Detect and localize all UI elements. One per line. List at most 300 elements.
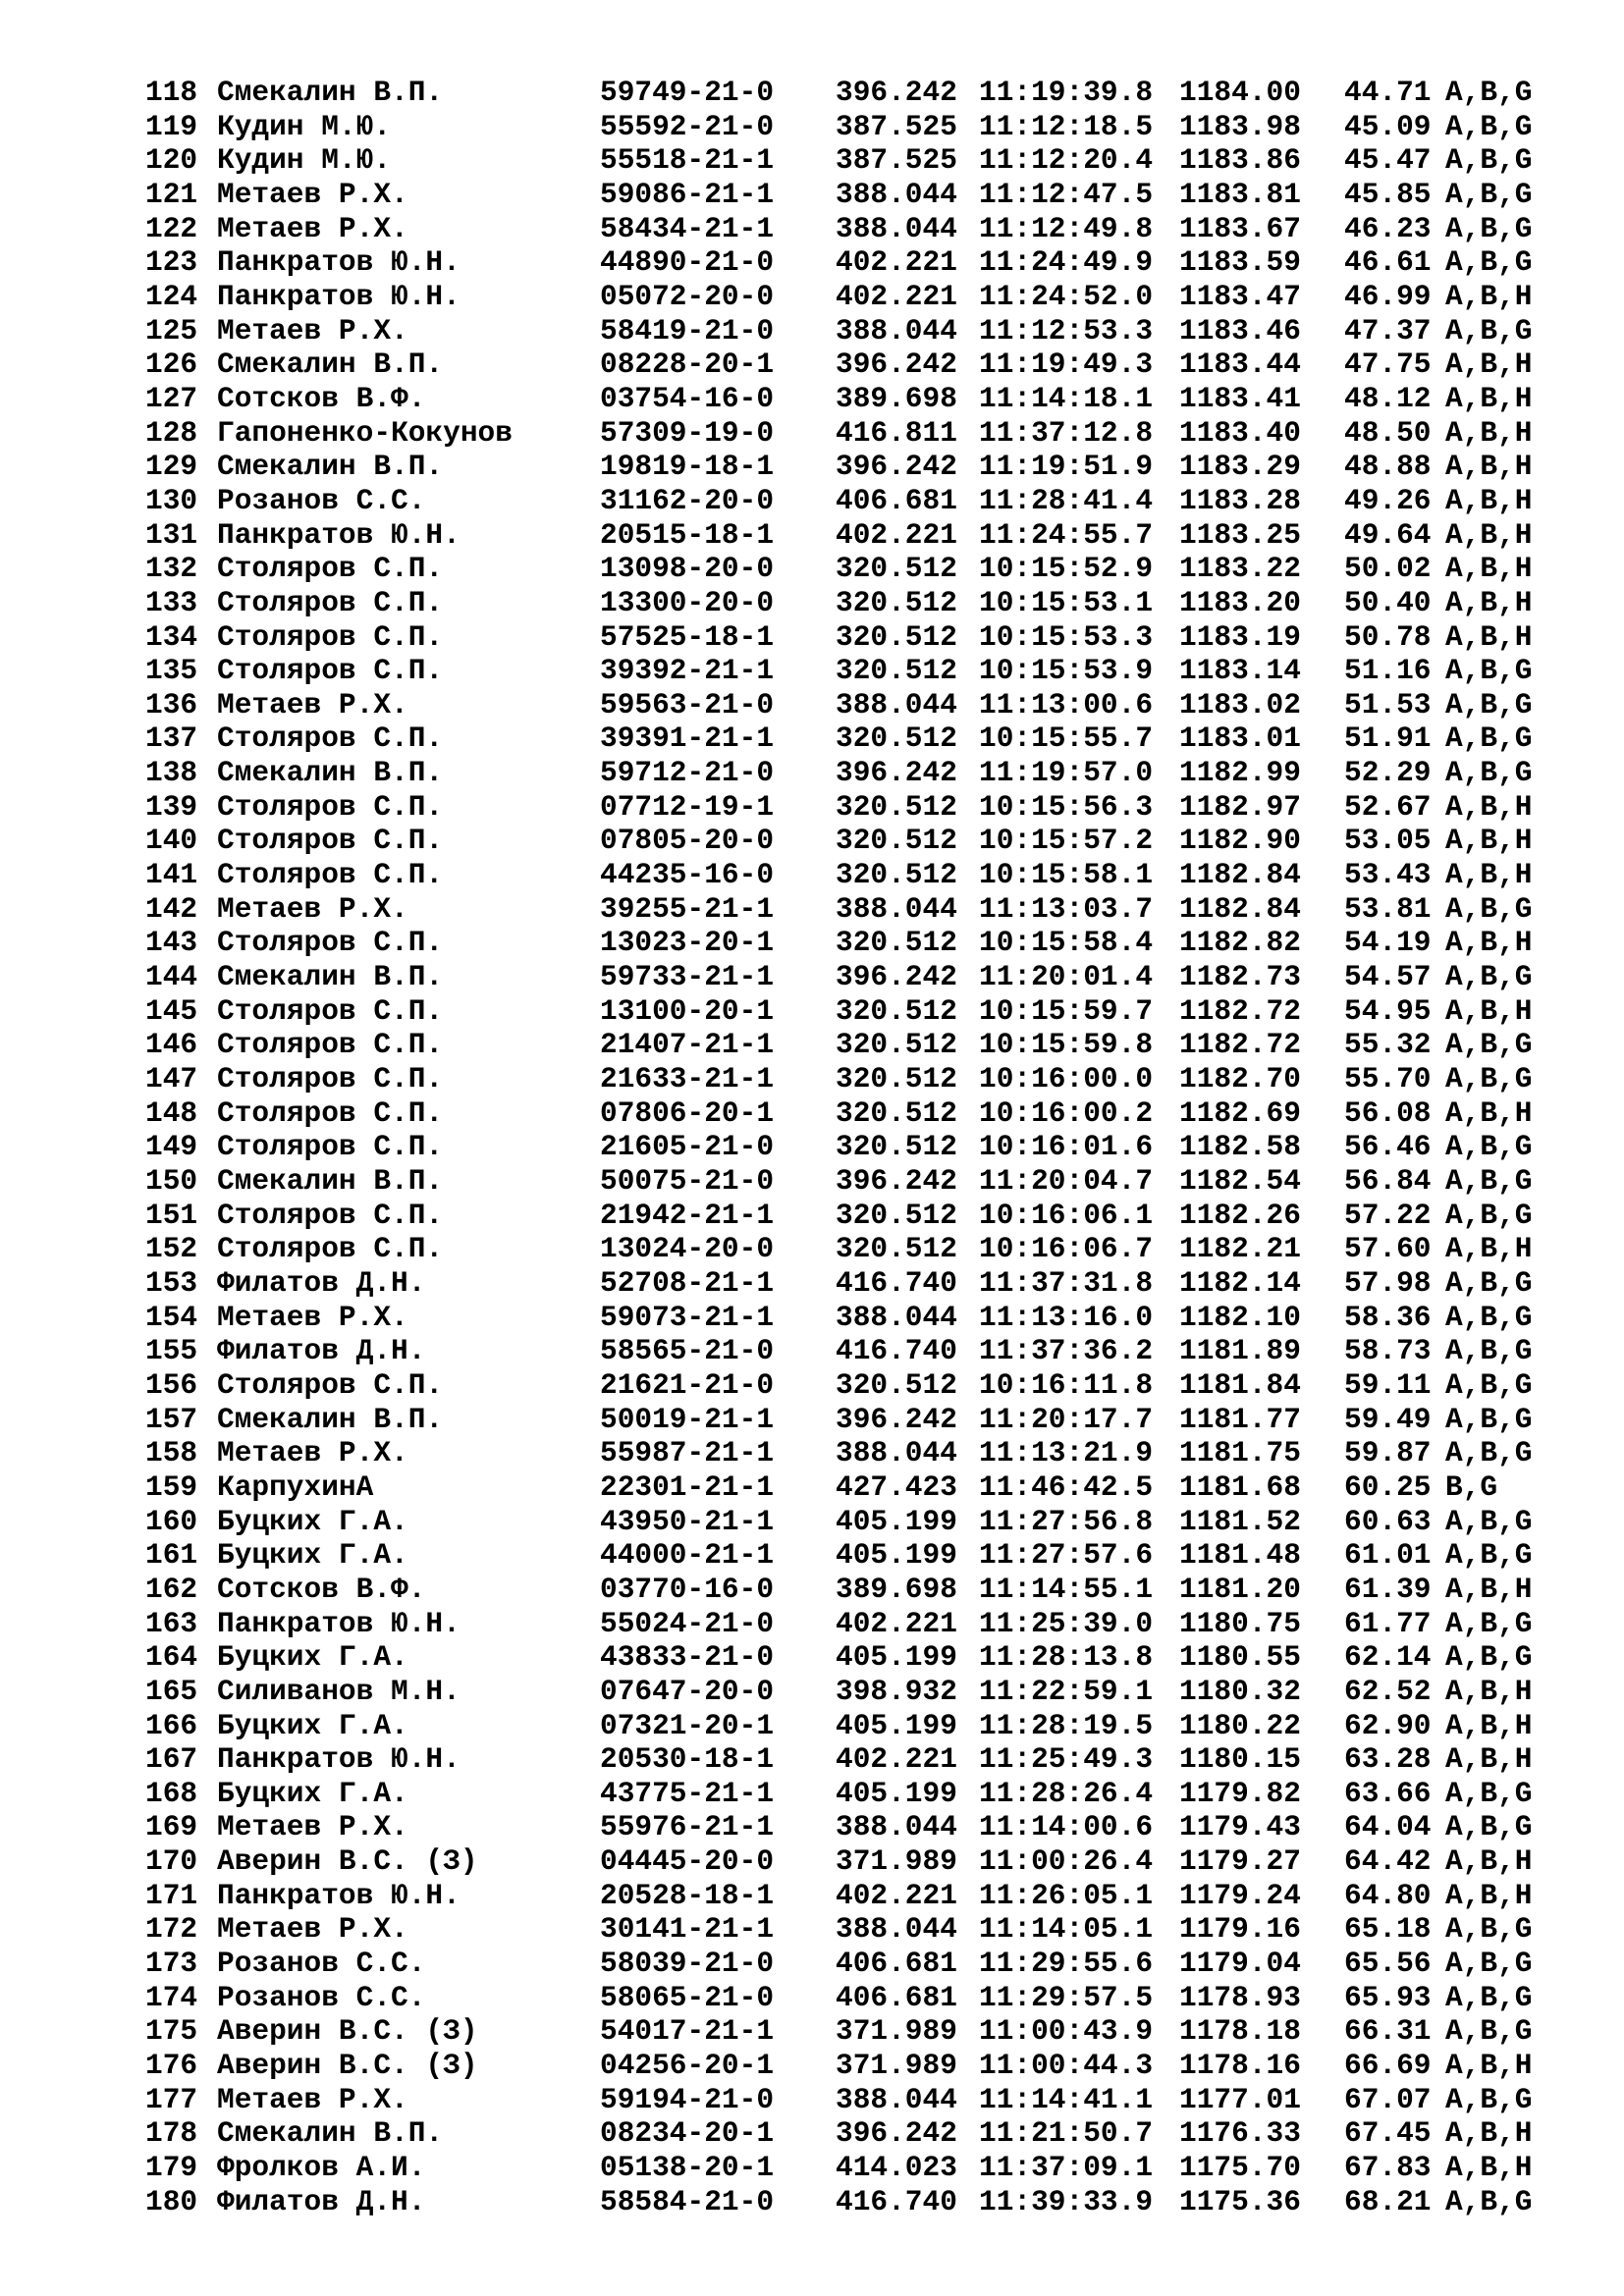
classes-cell: A,B,H [1445,824,1533,858]
arrival-time-cell: 11:46:42.5 [979,1469,1154,1504]
classes-cell: A,B,G [1445,1776,1533,1810]
name-cell: Метаев Р.Х. [217,1912,408,1947]
distance-cell: 388.044 [836,687,957,721]
distance-cell: 320.512 [836,1232,957,1266]
place-cell: 127 [145,381,198,415]
classes-cell: A,B,G [1445,1606,1533,1640]
distance-cell: 402.221 [836,1606,957,1640]
classes-cell: A,B,H [1445,517,1533,552]
name-cell: Столяров С.П. [217,552,444,586]
name-cell: КарпухинА [217,1469,374,1504]
arrival-time-cell: 11:00:44.3 [979,2049,1154,2083]
classes-cell: A,B,H [1445,279,1533,313]
name-cell: Буцких Г.А. [217,1640,408,1675]
classes-cell: A,B,G [1445,143,1533,178]
name-cell: Метаев Р.Х. [217,313,408,347]
place-cell: 157 [145,1402,198,1436]
distance-cell: 320.512 [836,789,957,824]
table-row [145,1028,1553,1062]
speed-cell: 1180.22 [1179,1708,1301,1742]
speed-cell: 1179.43 [1179,1810,1301,1844]
arrival-time-cell: 11:27:57.6 [979,1538,1154,1573]
arrival-time-cell: 10:15:57.2 [979,824,1154,858]
speed-cell: 1181.89 [1179,1334,1301,1368]
place-cell: 146 [145,1028,198,1062]
ring-number-cell: 08228-20-1 [600,347,775,382]
place-cell: 151 [145,1198,198,1232]
distance-cell: 388.044 [836,1300,957,1334]
points-cell: 46.61 [1344,245,1432,280]
classes-cell: A,B,H [1445,585,1533,619]
place-cell: 145 [145,993,198,1028]
distance-cell: 396.242 [836,756,957,790]
name-cell: Столяров С.П. [217,824,444,858]
points-cell: 46.23 [1344,211,1432,245]
name-cell: Смекалин В.П. [217,1402,444,1436]
distance-cell: 396.242 [836,1164,957,1198]
points-cell: 61.39 [1344,1572,1432,1606]
speed-cell: 1180.75 [1179,1606,1301,1640]
classes-cell: A,B,G [1445,721,1533,756]
distance-cell: 387.525 [836,109,957,143]
speed-cell: 1182.58 [1179,1130,1301,1164]
distance-cell: 388.044 [836,1436,957,1470]
table-row [145,552,1553,586]
place-cell: 118 [145,76,198,109]
ring-number-cell: 58039-21-0 [600,1947,775,1981]
ring-number-cell: 44235-16-0 [600,858,775,892]
table-row [145,2116,1553,2151]
points-cell: 56.46 [1344,1130,1432,1164]
table-row [145,721,1553,756]
points-cell: 56.84 [1344,1164,1432,1198]
place-cell: 164 [145,1640,198,1675]
name-cell: Метаев Р.Х. [217,177,408,211]
distance-cell: 320.512 [836,585,957,619]
points-cell: 65.18 [1344,1912,1432,1947]
table-row [145,2083,1553,2117]
distance-cell: 320.512 [836,1198,957,1232]
ring-number-cell: 21621-21-0 [600,1367,775,1402]
ring-number-cell: 20528-18-1 [600,1878,775,1912]
name-cell: Панкратов Ю.Н. [217,517,460,552]
arrival-time-cell: 11:28:26.4 [979,1776,1154,1810]
table-row [145,790,1553,825]
distance-cell: 320.512 [836,654,957,688]
arrival-time-cell: 11:14:55.1 [979,1572,1154,1606]
arrival-time-cell: 11:24:52.0 [979,279,1154,313]
speed-cell: 1182.99 [1179,756,1301,790]
points-cell: 51.16 [1344,654,1432,688]
points-cell: 51.53 [1344,687,1432,721]
name-cell: Буцких Г.А. [217,1708,408,1742]
classes-cell: A,B,H [1445,2151,1533,2185]
points-cell: 57.60 [1344,1232,1432,1266]
speed-cell: 1182.84 [1179,858,1301,892]
classes-cell: A,B,H [1445,347,1533,382]
speed-cell: 1183.46 [1179,313,1301,347]
arrival-time-cell: 11:14:05.1 [979,1912,1154,1947]
speed-cell: 1183.41 [1179,381,1301,415]
speed-cell: 1175.36 [1179,2184,1301,2218]
arrival-time-cell: 11:19:39.8 [979,76,1154,109]
ring-number-cell: 57309-19-0 [600,415,775,450]
place-cell: 155 [145,1334,198,1368]
place-cell: 144 [145,960,198,994]
speed-cell: 1183.44 [1179,347,1301,382]
table-row [145,1130,1553,1164]
ring-number-cell: 07805-20-0 [600,824,775,858]
distance-cell: 414.023 [836,2151,957,2185]
arrival-time-cell: 10:15:55.7 [979,721,1154,756]
distance-cell: 416.740 [836,1334,957,1368]
distance-cell: 402.221 [836,245,957,280]
table-row [145,518,1553,553]
arrival-time-cell: 11:25:49.3 [979,1742,1154,1777]
table-row [145,858,1553,892]
ring-number-cell: 31162-20-0 [600,483,775,517]
arrival-time-cell: 10:15:59.7 [979,993,1154,1028]
place-cell: 153 [145,1265,198,1300]
speed-cell: 1181.77 [1179,1402,1301,1436]
place-cell: 142 [145,891,198,926]
classes-cell: A,B,G [1445,1947,1533,1981]
classes-cell: A,B,G [1445,654,1533,688]
place-cell: 179 [145,2151,198,2185]
distance-cell: 396.242 [836,1402,957,1436]
ring-number-cell: 58584-21-0 [600,2184,775,2218]
speed-cell: 1181.68 [1179,1469,1301,1504]
classes-cell: A,B,G [1445,687,1533,721]
arrival-time-cell: 10:15:53.3 [979,619,1154,654]
points-cell: 62.52 [1344,1674,1432,1708]
ring-number-cell: 07321-20-1 [600,1708,775,1742]
speed-cell: 1182.82 [1179,926,1301,960]
results-table [145,76,1553,2218]
name-cell: Смекалин В.П. [217,2116,444,2151]
speed-cell: 1182.54 [1179,1164,1301,1198]
speed-cell: 1182.14 [1179,1265,1301,1300]
speed-cell: 1182.10 [1179,1300,1301,1334]
distance-cell: 320.512 [836,1130,957,1164]
name-cell: Столяров С.П. [217,858,444,892]
table-row [145,450,1553,484]
speed-cell: 1183.01 [1179,721,1301,756]
place-cell: 121 [145,177,198,211]
distance-cell: 427.423 [836,1469,957,1504]
table-row [145,416,1553,451]
ring-number-cell: 20530-18-1 [600,1742,775,1777]
speed-cell: 1183.14 [1179,654,1301,688]
classes-cell: A,B,G [1445,2184,1533,2218]
ring-number-cell: 59194-21-0 [600,2082,775,2116]
table-row [145,1607,1553,1641]
classes-cell: A,B,H [1445,483,1533,517]
ring-number-cell: 43950-21-1 [600,1504,775,1538]
distance-cell: 402.221 [836,1742,957,1777]
speed-cell: 1182.70 [1179,1062,1301,1096]
points-cell: 62.14 [1344,1640,1432,1675]
ring-number-cell: 07806-20-1 [600,1095,775,1130]
speed-cell: 1181.20 [1179,1572,1301,1606]
table-row [145,2185,1553,2219]
ring-number-cell: 13098-20-0 [600,552,775,586]
classes-cell: A,B,H [1445,619,1533,654]
classes-cell: A,B,H [1445,1742,1533,1777]
table-row [145,2014,1553,2049]
points-cell: 59.11 [1344,1367,1432,1402]
name-cell: Панкратов Ю.Н. [217,245,460,280]
distance-cell: 388.044 [836,2082,957,2116]
place-cell: 132 [145,552,198,586]
ring-number-cell: 05072-20-0 [600,279,775,313]
speed-cell: 1182.73 [1179,960,1301,994]
table-row [145,688,1553,722]
table-row [145,347,1553,382]
arrival-time-cell: 11:12:53.3 [979,313,1154,347]
place-cell: 156 [145,1367,198,1402]
name-cell: Метаев Р.Х. [217,2082,408,2116]
classes-cell: A,B,H [1445,858,1533,892]
ring-number-cell: 39391-21-1 [600,721,775,756]
arrival-time-cell: 10:16:06.7 [979,1232,1154,1266]
place-cell: 139 [145,789,198,824]
ring-number-cell: 05138-20-1 [600,2151,775,2185]
speed-cell: 1182.90 [1179,824,1301,858]
ring-number-cell: 55024-21-0 [600,1606,775,1640]
ring-number-cell: 13024-20-0 [600,1232,775,1266]
speed-cell: 1182.21 [1179,1232,1301,1266]
table-row [145,1640,1553,1675]
place-cell: 177 [145,2082,198,2116]
classes-cell: A,B,H [1445,450,1533,484]
name-cell: Столяров С.П. [217,789,444,824]
name-cell: Фролков А.И. [217,2151,426,2185]
speed-cell: 1182.69 [1179,1095,1301,1130]
points-cell: 66.31 [1344,2014,1432,2049]
distance-cell: 388.044 [836,177,957,211]
name-cell: Столяров С.П. [217,1198,444,1232]
table-row [145,1879,1553,1913]
place-cell: 160 [145,1504,198,1538]
ring-number-cell: 39255-21-1 [600,891,775,926]
arrival-time-cell: 10:15:53.9 [979,654,1154,688]
place-cell: 158 [145,1436,198,1470]
points-cell: 67.07 [1344,2082,1432,2116]
classes-cell: A,B,H [1445,1572,1533,1606]
place-cell: 166 [145,1708,198,1742]
classes-cell: A,B,H [1445,1708,1533,1742]
table-row [145,1334,1553,1368]
table-row [145,382,1553,416]
arrival-time-cell: 11:25:39.0 [979,1606,1154,1640]
table-row [145,178,1553,212]
ring-number-cell: 58434-21-1 [600,211,775,245]
arrival-time-cell: 11:28:19.5 [979,1708,1154,1742]
points-cell: 61.77 [1344,1606,1432,1640]
ring-number-cell: 07712-19-1 [600,789,775,824]
place-cell: 175 [145,2014,198,2049]
table-row [145,212,1553,246]
speed-cell: 1182.84 [1179,891,1301,926]
classes-cell: A,B,G [1445,211,1533,245]
distance-cell: 416.740 [836,2184,957,2218]
name-cell: Смекалин В.П. [217,76,444,109]
speed-cell: 1183.67 [1179,211,1301,245]
points-cell: 60.25 [1344,1469,1432,1504]
name-cell: Розанов С.С. [217,1947,426,1981]
arrival-time-cell: 10:16:06.1 [979,1198,1154,1232]
arrival-time-cell: 10:16:01.6 [979,1130,1154,1164]
place-cell: 133 [145,585,198,619]
classes-cell: A,B,G [1445,109,1533,143]
name-cell: Смекалин В.П. [217,347,444,382]
name-cell: Буцких Г.А. [217,1538,408,1573]
speed-cell: 1183.29 [1179,450,1301,484]
name-cell: Панкратов Ю.Н. [217,1878,460,1912]
classes-cell: A,B,G [1445,1402,1533,1436]
name-cell: Розанов С.С. [217,1980,426,2014]
ring-number-cell: 55976-21-1 [600,1810,775,1844]
classes-cell: A,B,H [1445,1674,1533,1708]
classes-cell: A,B,H [1445,1844,1533,1879]
classes-cell: A,B,G [1445,891,1533,926]
points-cell: 52.67 [1344,789,1432,824]
name-cell: Сотсков В.Ф. [217,381,426,415]
place-cell: 131 [145,517,198,552]
points-cell: 64.04 [1344,1810,1432,1844]
place-cell: 129 [145,450,198,484]
arrival-time-cell: 11:27:56.8 [979,1504,1154,1538]
table-row [145,2151,1553,2185]
table-row [145,1912,1553,1947]
classes-cell: A,B,G [1445,1198,1533,1232]
table-row [145,1947,1553,1981]
name-cell: Филатов Д.Н. [217,2184,426,2218]
distance-cell: 387.525 [836,143,957,178]
arrival-time-cell: 11:12:20.4 [979,143,1154,178]
name-cell: Кудин М.Ю. [217,109,392,143]
arrival-time-cell: 11:24:55.7 [979,517,1154,552]
table-row [145,1573,1553,1607]
speed-cell: 1179.27 [1179,1844,1301,1879]
name-cell: Столяров С.П. [217,1062,444,1096]
distance-cell: 398.932 [836,1674,957,1708]
points-cell: 49.64 [1344,517,1432,552]
name-cell: Метаев Р.Х. [217,687,408,721]
place-cell: 170 [145,1844,198,1879]
ring-number-cell: 13300-20-0 [600,585,775,619]
table-row [145,586,1553,620]
points-cell: 55.32 [1344,1028,1432,1062]
table-row [145,960,1553,994]
name-cell: Метаев Р.Х. [217,891,408,926]
points-cell: 56.08 [1344,1095,1432,1130]
place-cell: 159 [145,1469,198,1504]
classes-cell: A,B,G [1445,1538,1533,1573]
points-cell: 50.02 [1344,552,1432,586]
arrival-time-cell: 10:16:11.8 [979,1367,1154,1402]
ring-number-cell: 50075-21-0 [600,1164,775,1198]
speed-cell: 1178.18 [1179,2014,1301,2049]
classes-cell: A,B,G [1445,313,1533,347]
classes-cell: A,B,G [1445,76,1533,109]
points-cell: 63.66 [1344,1776,1432,1810]
points-cell: 65.93 [1344,1980,1432,2014]
ring-number-cell: 59712-21-0 [600,756,775,790]
name-cell: Столяров С.П. [217,1367,444,1402]
speed-cell: 1179.16 [1179,1912,1301,1947]
ring-number-cell: 50019-21-1 [600,1402,775,1436]
place-cell: 165 [145,1674,198,1708]
ring-number-cell: 58419-21-0 [600,313,775,347]
distance-cell: 402.221 [836,1878,957,1912]
name-cell: Буцких Г.А. [217,1776,408,1810]
distance-cell: 416.811 [836,415,957,450]
classes-cell: A,B,H [1445,415,1533,450]
speed-cell: 1179.04 [1179,1947,1301,1981]
arrival-time-cell: 11:26:05.1 [979,1878,1154,1912]
place-cell: 174 [145,1980,198,2014]
table-row [145,484,1553,518]
name-cell: Панкратов Ю.Н. [217,1742,460,1777]
arrival-time-cell: 11:19:49.3 [979,347,1154,382]
place-cell: 154 [145,1300,198,1334]
points-cell: 48.50 [1344,415,1432,450]
ring-number-cell: 04445-20-0 [600,1844,775,1879]
arrival-time-cell: 10:15:56.3 [979,789,1154,824]
speed-cell: 1182.26 [1179,1198,1301,1232]
name-cell: Метаев Р.Х. [217,211,408,245]
name-cell: Смекалин В.П. [217,450,444,484]
place-cell: 149 [145,1130,198,1164]
table-row [145,1096,1553,1131]
speed-cell: 1183.47 [1179,279,1301,313]
arrival-time-cell: 11:37:36.2 [979,1334,1154,1368]
place-cell: 125 [145,313,198,347]
ring-number-cell: 57525-18-1 [600,619,775,654]
table-row [145,143,1553,178]
speed-cell: 1183.86 [1179,143,1301,178]
distance-cell: 388.044 [836,313,957,347]
table-row [145,1777,1553,1811]
speed-cell: 1178.16 [1179,2049,1301,2083]
ring-number-cell: 59749-21-0 [600,76,775,109]
place-cell: 134 [145,619,198,654]
arrival-time-cell: 11:14:18.1 [979,381,1154,415]
table-row [145,1403,1553,1437]
distance-cell: 320.512 [836,619,957,654]
place-cell: 172 [145,1912,198,1947]
table-row [145,824,1553,858]
points-cell: 50.78 [1344,619,1432,654]
speed-cell: 1183.28 [1179,483,1301,517]
points-cell: 49.26 [1344,483,1432,517]
points-cell: 63.28 [1344,1742,1432,1777]
name-cell: Филатов Д.Н. [217,1334,426,1368]
speed-cell: 1183.19 [1179,619,1301,654]
name-cell: Столяров С.П. [217,1028,444,1062]
points-cell: 68.21 [1344,2184,1432,2218]
speed-cell: 1182.72 [1179,993,1301,1028]
place-cell: 126 [145,347,198,382]
distance-cell: 320.512 [836,1095,957,1130]
points-cell: 52.29 [1344,756,1432,790]
place-cell: 150 [145,1164,198,1198]
classes-cell: A,B,H [1445,789,1533,824]
distance-cell: 406.681 [836,483,957,517]
place-cell: 123 [145,245,198,280]
